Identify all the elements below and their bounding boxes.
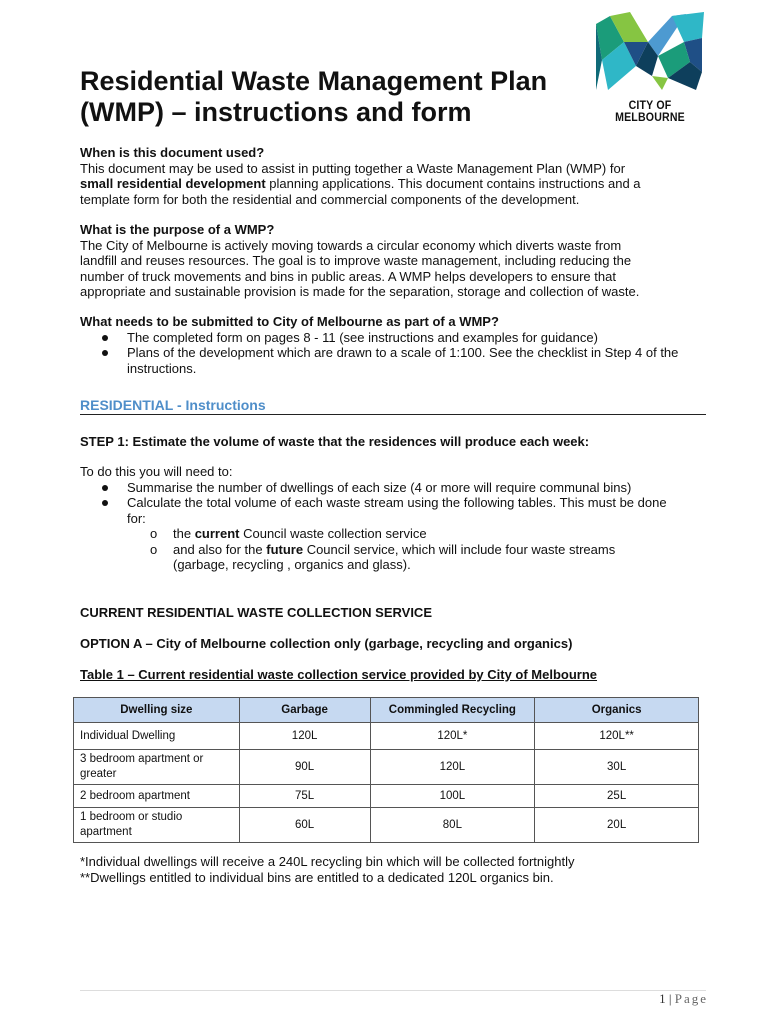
step-label: STEP 1 bbox=[80, 434, 125, 449]
title-line-1: Residential Waste Management Plan bbox=[80, 66, 548, 96]
table-cell: 120L bbox=[370, 750, 535, 785]
table-cell: 30L bbox=[535, 750, 699, 785]
table-header: Garbage bbox=[239, 698, 370, 723]
current-service-heading: CURRENT RESIDENTIAL WASTE COLLECTION SERVICE bbox=[80, 605, 432, 620]
step-text: : Estimate the volume of waste that the residences will produce each week: bbox=[124, 434, 590, 449]
table-cell: 1 bedroom or studio apartment bbox=[74, 808, 240, 843]
bold-phrase: small residential development bbox=[80, 176, 266, 191]
table-header: Organics bbox=[535, 698, 699, 723]
table-cell: 20L bbox=[535, 808, 699, 843]
table-cell: 25L bbox=[535, 785, 699, 808]
page-footer bbox=[659, 991, 708, 1007]
table-header-row bbox=[74, 698, 699, 723]
table-header: Dwelling size bbox=[74, 698, 240, 723]
table-cell: 120L* bbox=[370, 723, 535, 750]
section-heading: What needs to be submitted to City of Melbourne as part of a WMP? bbox=[80, 314, 499, 329]
table-cell: 60L bbox=[239, 808, 370, 843]
page-label: Page bbox=[674, 991, 708, 1006]
paragraph-line: This document may be used to assist in putting together a Waste Management Plan (WMP) for bbox=[80, 160, 626, 176]
table-cell: 2 bedroom apartment bbox=[74, 785, 240, 808]
section-purpose bbox=[80, 222, 710, 300]
todo-section bbox=[80, 464, 710, 573]
sub-list-item: o and also for the future Council service, which will include four waste streams (garbage, recycling , organics and glass). bbox=[150, 541, 616, 572]
table-row bbox=[74, 723, 699, 750]
table-cell: Individual Dwelling bbox=[74, 723, 240, 750]
page-title bbox=[80, 66, 590, 128]
table-row bbox=[74, 808, 699, 843]
bullet-icon bbox=[102, 350, 108, 356]
todo-intro: To do this you will need to: bbox=[80, 464, 233, 479]
paragraph-line: The City of Melbourne is actively moving towards a circular economy which diverts waste from bbox=[80, 237, 622, 253]
title-line-2: (WMP) – instructions and form bbox=[80, 97, 472, 127]
table-cell: 80L bbox=[370, 808, 535, 843]
logo-text: CITY OF MELBOURNE bbox=[615, 100, 685, 124]
paragraph-line: landfill and reuses resources. The goal is to improve waste management, including reducing the bbox=[80, 253, 632, 268]
list-item: Plans of the development which are drawn to a scale of 1:100. See the checklist in Step 4 of the instructions. bbox=[80, 345, 697, 376]
table-row bbox=[74, 750, 699, 785]
footnote: **Dwellings entitled to individual bins are entitled to a dedicated 120L organics bin. bbox=[80, 869, 554, 885]
paragraph-line: planning applications. This document contains instructions and a bbox=[265, 176, 641, 191]
footer-divider bbox=[80, 990, 706, 991]
paragraph-line: template form for both the residential and commercial components of the development. bbox=[80, 191, 580, 207]
section-submission bbox=[80, 314, 710, 376]
table-cell: 100L bbox=[370, 785, 535, 808]
waste-table bbox=[73, 697, 699, 843]
table-cell: 120L bbox=[239, 723, 370, 750]
bullet-list bbox=[80, 330, 710, 377]
table-cell: 90L bbox=[239, 750, 370, 785]
option-a-heading: OPTION A – City of Melbourne collection only (garbage, recycling and organics) bbox=[80, 636, 573, 651]
sub-list-item: o the current Council waste collection service bbox=[150, 526, 427, 541]
footnote: *Individual dwellings will receive a 240L recycling bin which will be collected fortnightly bbox=[80, 854, 575, 869]
m-logo-icon bbox=[596, 12, 704, 92]
section-heading: When is this document used? bbox=[80, 145, 265, 160]
page-number: 1 bbox=[659, 991, 666, 1006]
list-item: The completed form on pages 8 - 11 (see instructions and examples for guidance) bbox=[80, 330, 710, 346]
step-1-heading bbox=[80, 434, 710, 450]
bullet-icon bbox=[102, 485, 108, 491]
footer-separator: | bbox=[665, 991, 675, 1006]
section-when-used bbox=[80, 145, 710, 207]
table-cell: 3 bedroom apartment or greater bbox=[74, 750, 240, 785]
section-heading: What is the purpose of a WMP? bbox=[80, 222, 275, 237]
sub-bullet-icon: o bbox=[150, 541, 158, 557]
sub-list bbox=[80, 526, 710, 573]
city-of-melbourne-logo bbox=[594, 12, 706, 124]
paragraph-line: number of truck movements and bins in public areas. A WMP helps developers to ensure that bbox=[80, 268, 616, 284]
paragraph-line: appropriate and sustainable provision is made for the separation, storage and collection of waste. bbox=[80, 284, 640, 299]
bullet-icon bbox=[102, 335, 108, 341]
table-cell: 75L bbox=[239, 785, 370, 808]
list-item: Calculate the total volume of each waste stream using the following tables. This must be done for: bbox=[80, 495, 687, 526]
sub-bullet-icon: o bbox=[150, 526, 158, 541]
table-caption: Table 1 – Current residential waste collection service provided by City of Melbourne bbox=[80, 667, 598, 682]
table-row bbox=[74, 785, 699, 808]
list-item: Summarise the number of dwellings of each size (4 or more will require communal bins) bbox=[80, 480, 710, 496]
residential-instructions-heading: RESIDENTIAL - Instructions bbox=[80, 396, 706, 415]
table-notes bbox=[80, 854, 710, 885]
bullet-list bbox=[80, 480, 710, 527]
bullet-icon bbox=[102, 500, 108, 506]
table-cell: 120L** bbox=[535, 723, 699, 750]
table-header: Commingled Recycling bbox=[370, 698, 535, 723]
